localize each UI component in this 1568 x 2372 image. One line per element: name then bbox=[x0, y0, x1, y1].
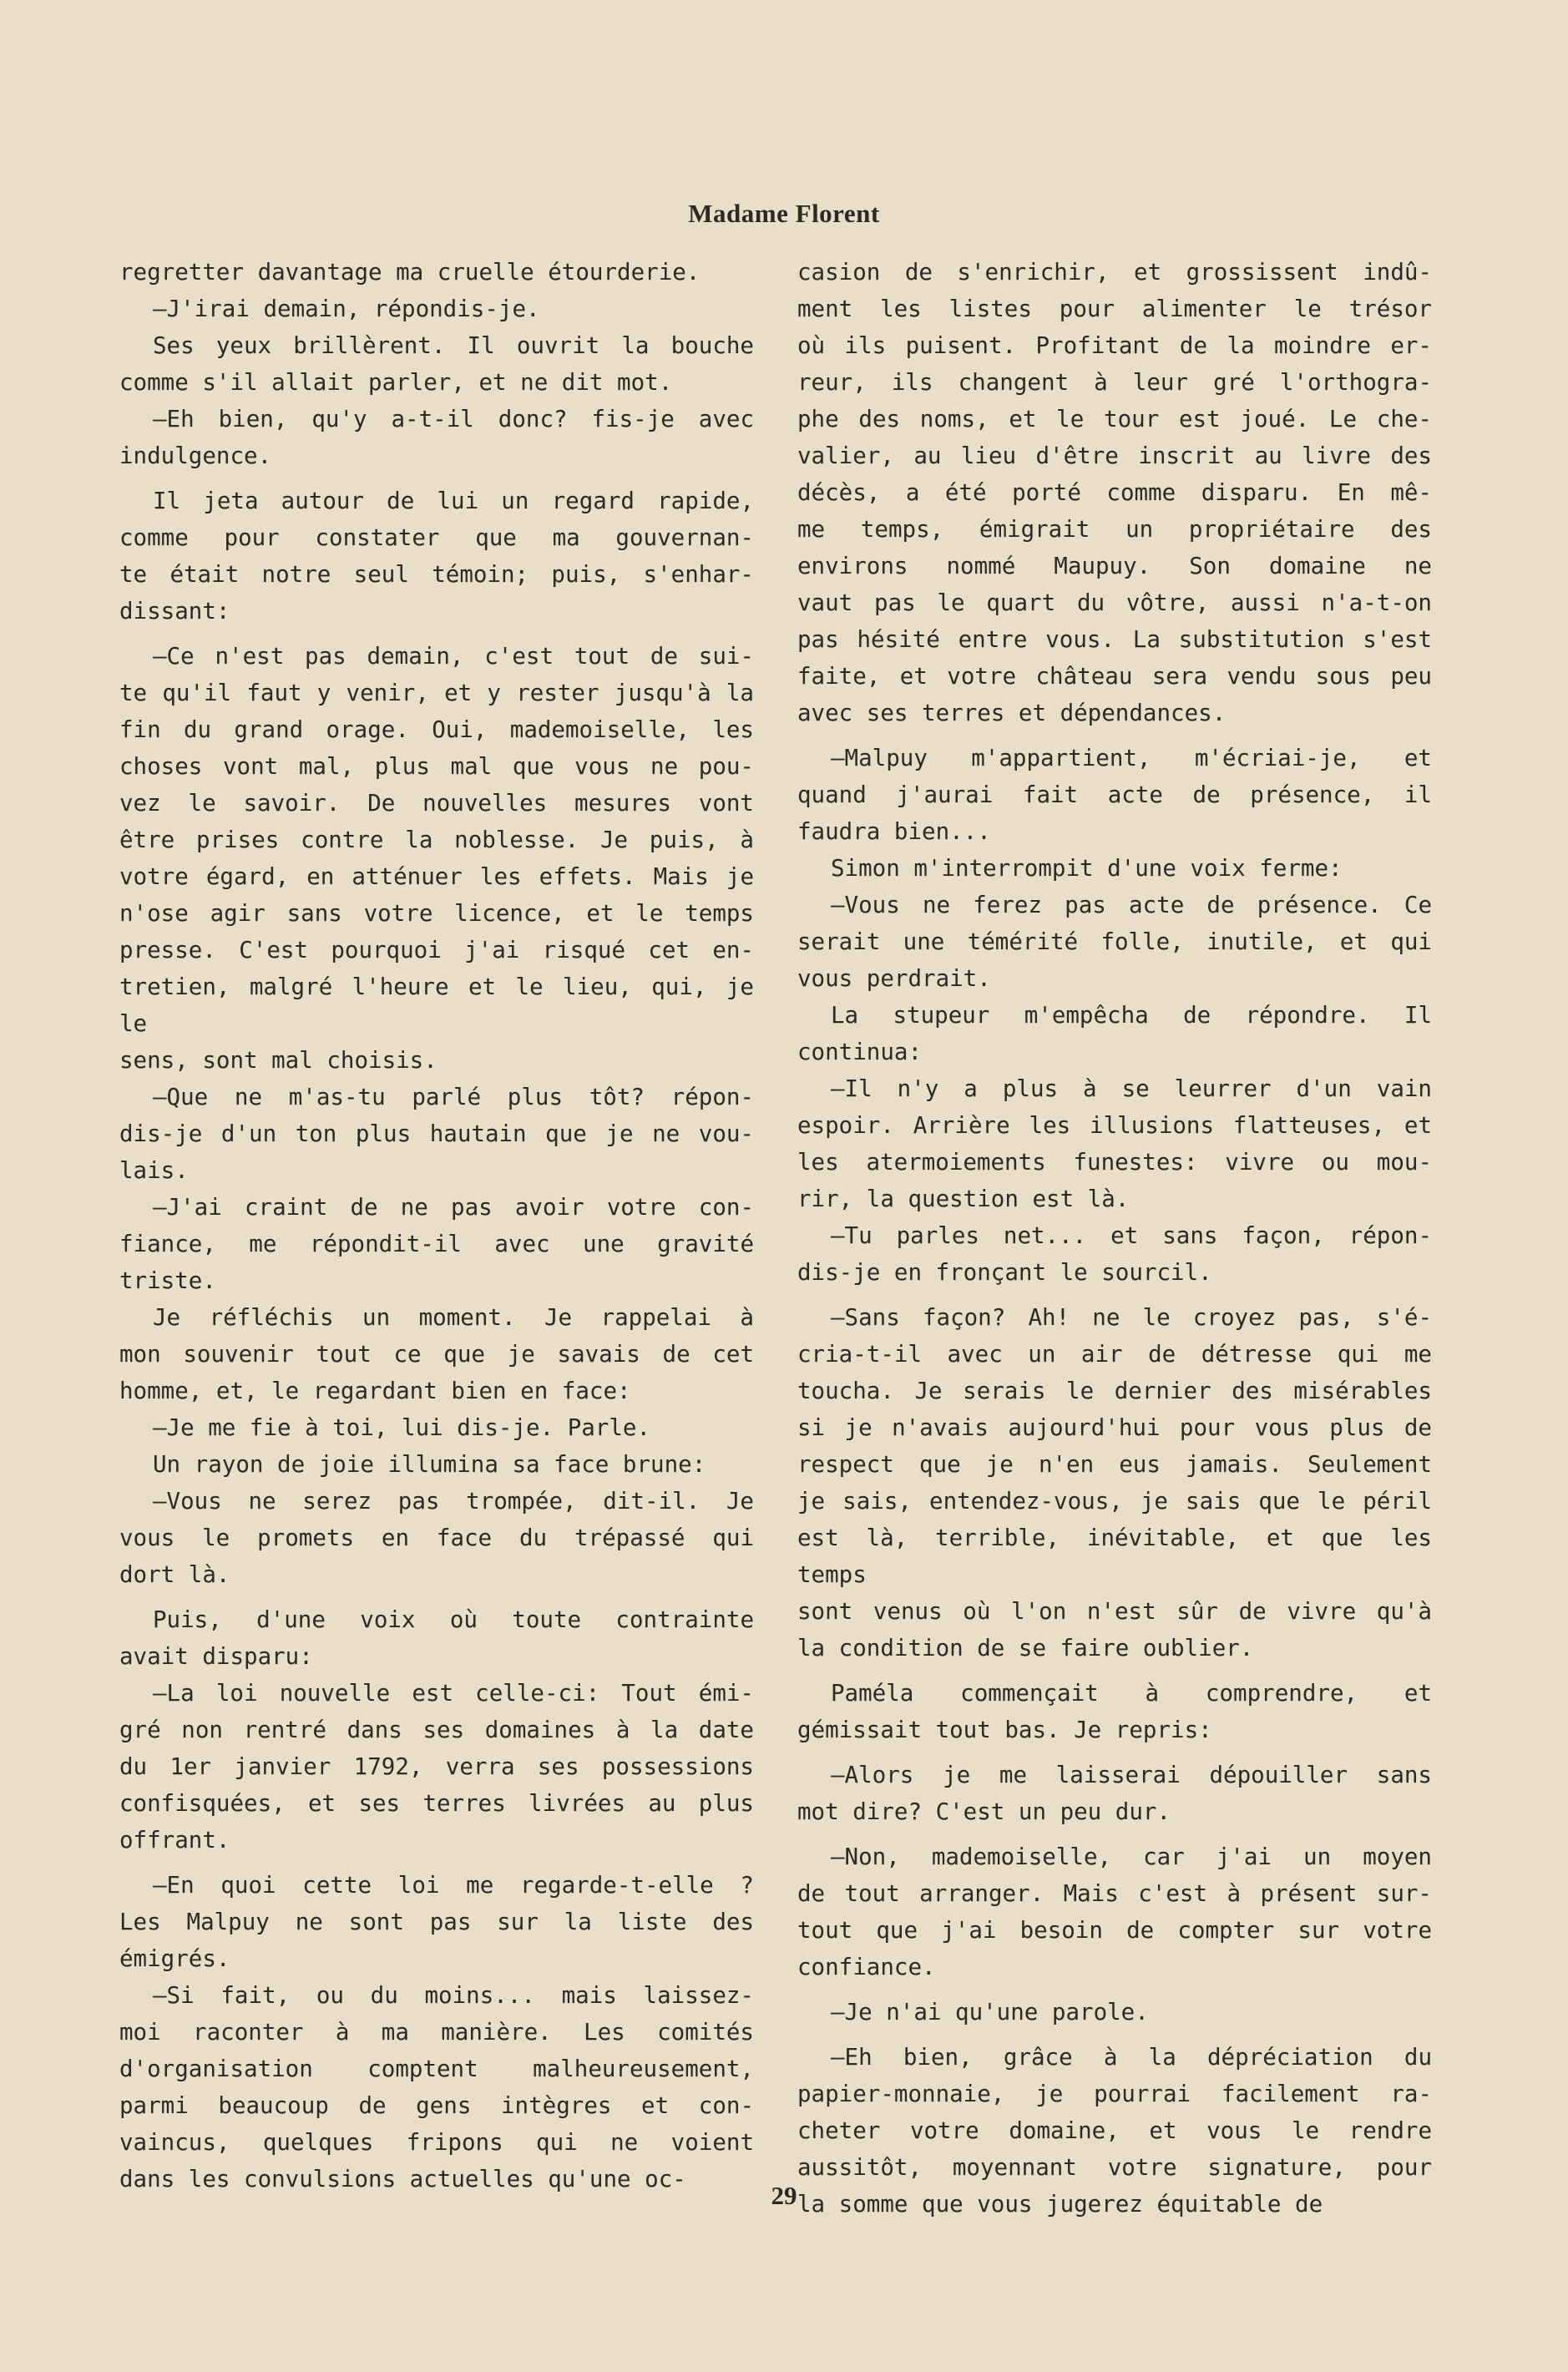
text-line: —Tu parles net... et sans façon, répon- bbox=[831, 1222, 1432, 1249]
text-line: la somme que vous jugerez équitable de bbox=[797, 2191, 1323, 2218]
text-line: avec ses terres et dépendances. bbox=[797, 700, 1227, 726]
text-line: triste. bbox=[119, 1267, 216, 1294]
text-line: La stupeur m'empêcha de répondre. Il bbox=[831, 1002, 1432, 1029]
text-line: cheter votre domaine, et vous le rendre bbox=[797, 2117, 1432, 2144]
text-line: faudra bien... bbox=[797, 818, 991, 845]
running-header: Madame Florent bbox=[688, 199, 880, 228]
text-line: environs nommé Maupuy. Son domaine ne bbox=[797, 553, 1432, 579]
text-line: —Si fait, ou du moins... mais laissez- bbox=[153, 1982, 754, 2009]
text-line: Paméla commençait à comprendre, et bbox=[831, 1680, 1432, 1707]
text-line: te qu'il faut y venir, et y rester jusqu'à la bbox=[119, 680, 754, 706]
right-column bbox=[797, 254, 1432, 2223]
text-line: —Ce n'est pas demain, c'est tout de sui- bbox=[153, 643, 754, 670]
text-line: la condition de se faire oublier. bbox=[797, 1635, 1254, 1661]
text-line: pas hésité entre vous. La substitution s'est bbox=[797, 626, 1432, 653]
text-line: être prises contre la noblesse. Je puis, à bbox=[119, 827, 754, 853]
text-line: où ils puisent. Profitant de la moindre er- bbox=[797, 332, 1432, 359]
text-line: papier-monnaie, je pourrai facilement ra- bbox=[797, 2081, 1432, 2107]
text-line: —La loi nouvelle est celle-ci: Tout émi- bbox=[153, 1680, 754, 1707]
text-line: —Je me fie à toi, lui dis-je. Parle. bbox=[153, 1414, 651, 1441]
text-line: —Je n'ai qu'une parole. bbox=[831, 1999, 1149, 2026]
text-line: dissant: bbox=[119, 598, 230, 625]
text-line: —En quoi cette loi me regarde-t-elle ? bbox=[153, 1872, 754, 1899]
text-line: mot dire? C'est un peu dur. bbox=[797, 1798, 1171, 1825]
text-line: dort là. bbox=[119, 1561, 230, 1588]
text-line: valier, au lieu d'être inscrit au livre des bbox=[797, 443, 1432, 469]
text-line: —J'ai craint de ne pas avoir votre con- bbox=[153, 1194, 754, 1221]
text-line: —Eh bien, grâce à la dépréciation du bbox=[831, 2044, 1432, 2071]
text-line: vous le promets en face du trépassé qui bbox=[119, 1525, 754, 1551]
text-line: sont venus où l'on n'est sûr de vivre qu'à bbox=[797, 1598, 1432, 1625]
text-line: —Que ne m'as-tu parlé plus tôt? répon- bbox=[153, 1084, 754, 1110]
text-line: lais. bbox=[119, 1157, 189, 1184]
text-line: de tout arranger. Mais c'est à présent sur- bbox=[797, 1880, 1432, 1907]
page-number: 29 bbox=[771, 2181, 797, 2210]
text-line: presse. C'est pourquoi j'ai risqué cet en- bbox=[119, 937, 754, 963]
text-line: décès, a été porté comme disparu. En mê- bbox=[797, 479, 1432, 506]
text-line: —Vous ne serez pas trompée, dit-il. Je bbox=[153, 1488, 754, 1515]
text-line: quand j'aurai fait acte de présence, il bbox=[797, 781, 1432, 808]
text-line: aussitôt, moyennant votre signature, pour bbox=[797, 2154, 1432, 2181]
text-line: vaut pas le quart du vôtre, aussi n'a-t-on bbox=[797, 589, 1432, 616]
text-line: —Non, mademoiselle, car j'ai un moyen bbox=[831, 1843, 1432, 1870]
text-line: comme pour constater que ma gouvernan- bbox=[119, 524, 754, 551]
text-line: confisquées, et ses terres livrées au plus bbox=[119, 1790, 754, 1817]
text-line: fin du grand orage. Oui, mademoiselle, les bbox=[119, 716, 754, 743]
text-line: Ses yeux brillèrent. Il ouvrit la bouche bbox=[153, 332, 754, 359]
text-line: avait disparu: bbox=[119, 1643, 313, 1670]
text-line: sens, sont mal choisis. bbox=[119, 1047, 438, 1074]
text-line: choses vont mal, plus mal que vous ne pou- bbox=[119, 753, 754, 780]
text-line: Simon m'interrompit d'une voix ferme: bbox=[831, 855, 1343, 882]
text-line: regretter davantage ma cruelle étourderie. bbox=[119, 259, 701, 286]
text-line: mon souvenir tout ce que je savais de cet bbox=[119, 1341, 754, 1368]
text-line: vaincus, quelques fripons qui ne voient bbox=[119, 2129, 754, 2156]
text-line: Il jeta autour de lui un regard rapide, bbox=[153, 488, 754, 514]
text-line: —Alors je me laisserai dépouiller sans bbox=[831, 1762, 1432, 1788]
text-line: je sais, entendez-vous, je sais que le péril bbox=[797, 1488, 1432, 1515]
text-line: —Vous ne ferez pas acte de présence. Ce bbox=[831, 892, 1432, 918]
text-line: indulgence. bbox=[119, 443, 272, 469]
text-line: —Eh bien, qu'y a-t-il donc? fis-je avec bbox=[153, 406, 754, 432]
text-line: —J'irai demain, répondis-je. bbox=[153, 296, 540, 322]
text-line: est là, terrible, inévitable, et que les temps bbox=[797, 1525, 1432, 1588]
text-line: dis-je en fronçant le sourcil. bbox=[797, 1259, 1212, 1286]
text-line: continua: bbox=[797, 1039, 923, 1065]
text-line: phe des noms, et le tour est joué. Le che- bbox=[797, 406, 1432, 432]
text-line: vous perdrait. bbox=[797, 965, 991, 992]
text-line: confiance. bbox=[797, 1954, 936, 1980]
text-line: Puis, d'une voix où toute contrainte bbox=[153, 1606, 754, 1633]
text-line: reur, ils changent à leur gré l'orthogra- bbox=[797, 369, 1432, 396]
text-line: toucha. Je serais le dernier des misérables bbox=[797, 1378, 1432, 1404]
text-line: te était notre seul témoin; puis, s'enhar- bbox=[119, 561, 754, 588]
text-line: serait une témérité folle, inutile, et qui bbox=[797, 928, 1432, 955]
text-line: fiance, me répondit-il avec une gravité bbox=[119, 1231, 754, 1257]
text-line: vez le savoir. De nouvelles mesures vont bbox=[119, 790, 754, 817]
text-line: dis-je d'un ton plus hautain que je ne vou- bbox=[119, 1120, 754, 1147]
text-line: tretien, malgré l'heure et le lieu, qui, je le bbox=[119, 974, 754, 1037]
text-line: votre égard, en atténuer les effets. Mais je bbox=[119, 863, 754, 890]
text-line: Les Malpuy ne sont pas sur la liste des bbox=[119, 1909, 754, 1935]
text-line: espoir. Arrière les illusions flatteuses, et bbox=[797, 1112, 1432, 1139]
text-line: —Malpuy m'appartient, m'écriai-je, et bbox=[831, 745, 1432, 771]
text-line: rir, la question est là. bbox=[797, 1186, 1130, 1212]
text-line: gré non rentré dans ses domaines à la date bbox=[119, 1717, 754, 1743]
text-line: si je n'avais aujourd'hui pour vous plus de bbox=[797, 1414, 1432, 1441]
text-line: Je réfléchis un moment. Je rappelai à bbox=[153, 1304, 754, 1331]
text-line: homme, et, le regardant bien en face: bbox=[119, 1378, 631, 1404]
left-column bbox=[119, 254, 754, 2198]
text-line: —Il n'y a plus à se leurrer d'un vain bbox=[831, 1075, 1432, 1102]
text-line: respect que je n'en eus jamais. Seulement bbox=[797, 1451, 1432, 1478]
text-line: les atermoiements funestes: vivre ou mou- bbox=[797, 1149, 1432, 1176]
text-line: émigrés. bbox=[119, 1945, 230, 1972]
text-line: comme s'il allait parler, et ne dit mot. bbox=[119, 369, 673, 396]
text-line: d'organisation comptent malheureusement, bbox=[119, 2056, 754, 2082]
text-line: dans les convulsions actuelles qu'une oc- bbox=[119, 2166, 686, 2192]
text-line: du 1er janvier 1792, verra ses possessions bbox=[119, 1753, 754, 1780]
text-line: n'ose agir sans votre licence, et le temps bbox=[119, 900, 754, 927]
text-line: casion de s'enrichir, et grossissent indû- bbox=[797, 259, 1432, 286]
text-line: parmi beaucoup de gens intègres et con- bbox=[119, 2092, 754, 2119]
text-line: —Sans façon? Ah! ne le croyez pas, s'é- bbox=[831, 1304, 1432, 1331]
text-line: Un rayon de joie illumina sa face brune: bbox=[153, 1451, 706, 1478]
text-line: ment les listes pour alimenter le trésor bbox=[797, 296, 1432, 322]
text-line: tout que j'ai besoin de compter sur votre bbox=[797, 1917, 1432, 1944]
text-line: offrant. bbox=[119, 1827, 230, 1854]
text-line: me temps, émigrait un propriétaire des bbox=[797, 516, 1432, 543]
text-line: moi raconter à ma manière. Les comités bbox=[119, 2019, 754, 2046]
text-line: gémissait tout bas. Je repris: bbox=[797, 1717, 1212, 1743]
text-line: cria-t-il avec un air de détresse qui me bbox=[797, 1341, 1432, 1368]
text-line: faite, et votre château sera vendu sous peu bbox=[797, 663, 1432, 690]
